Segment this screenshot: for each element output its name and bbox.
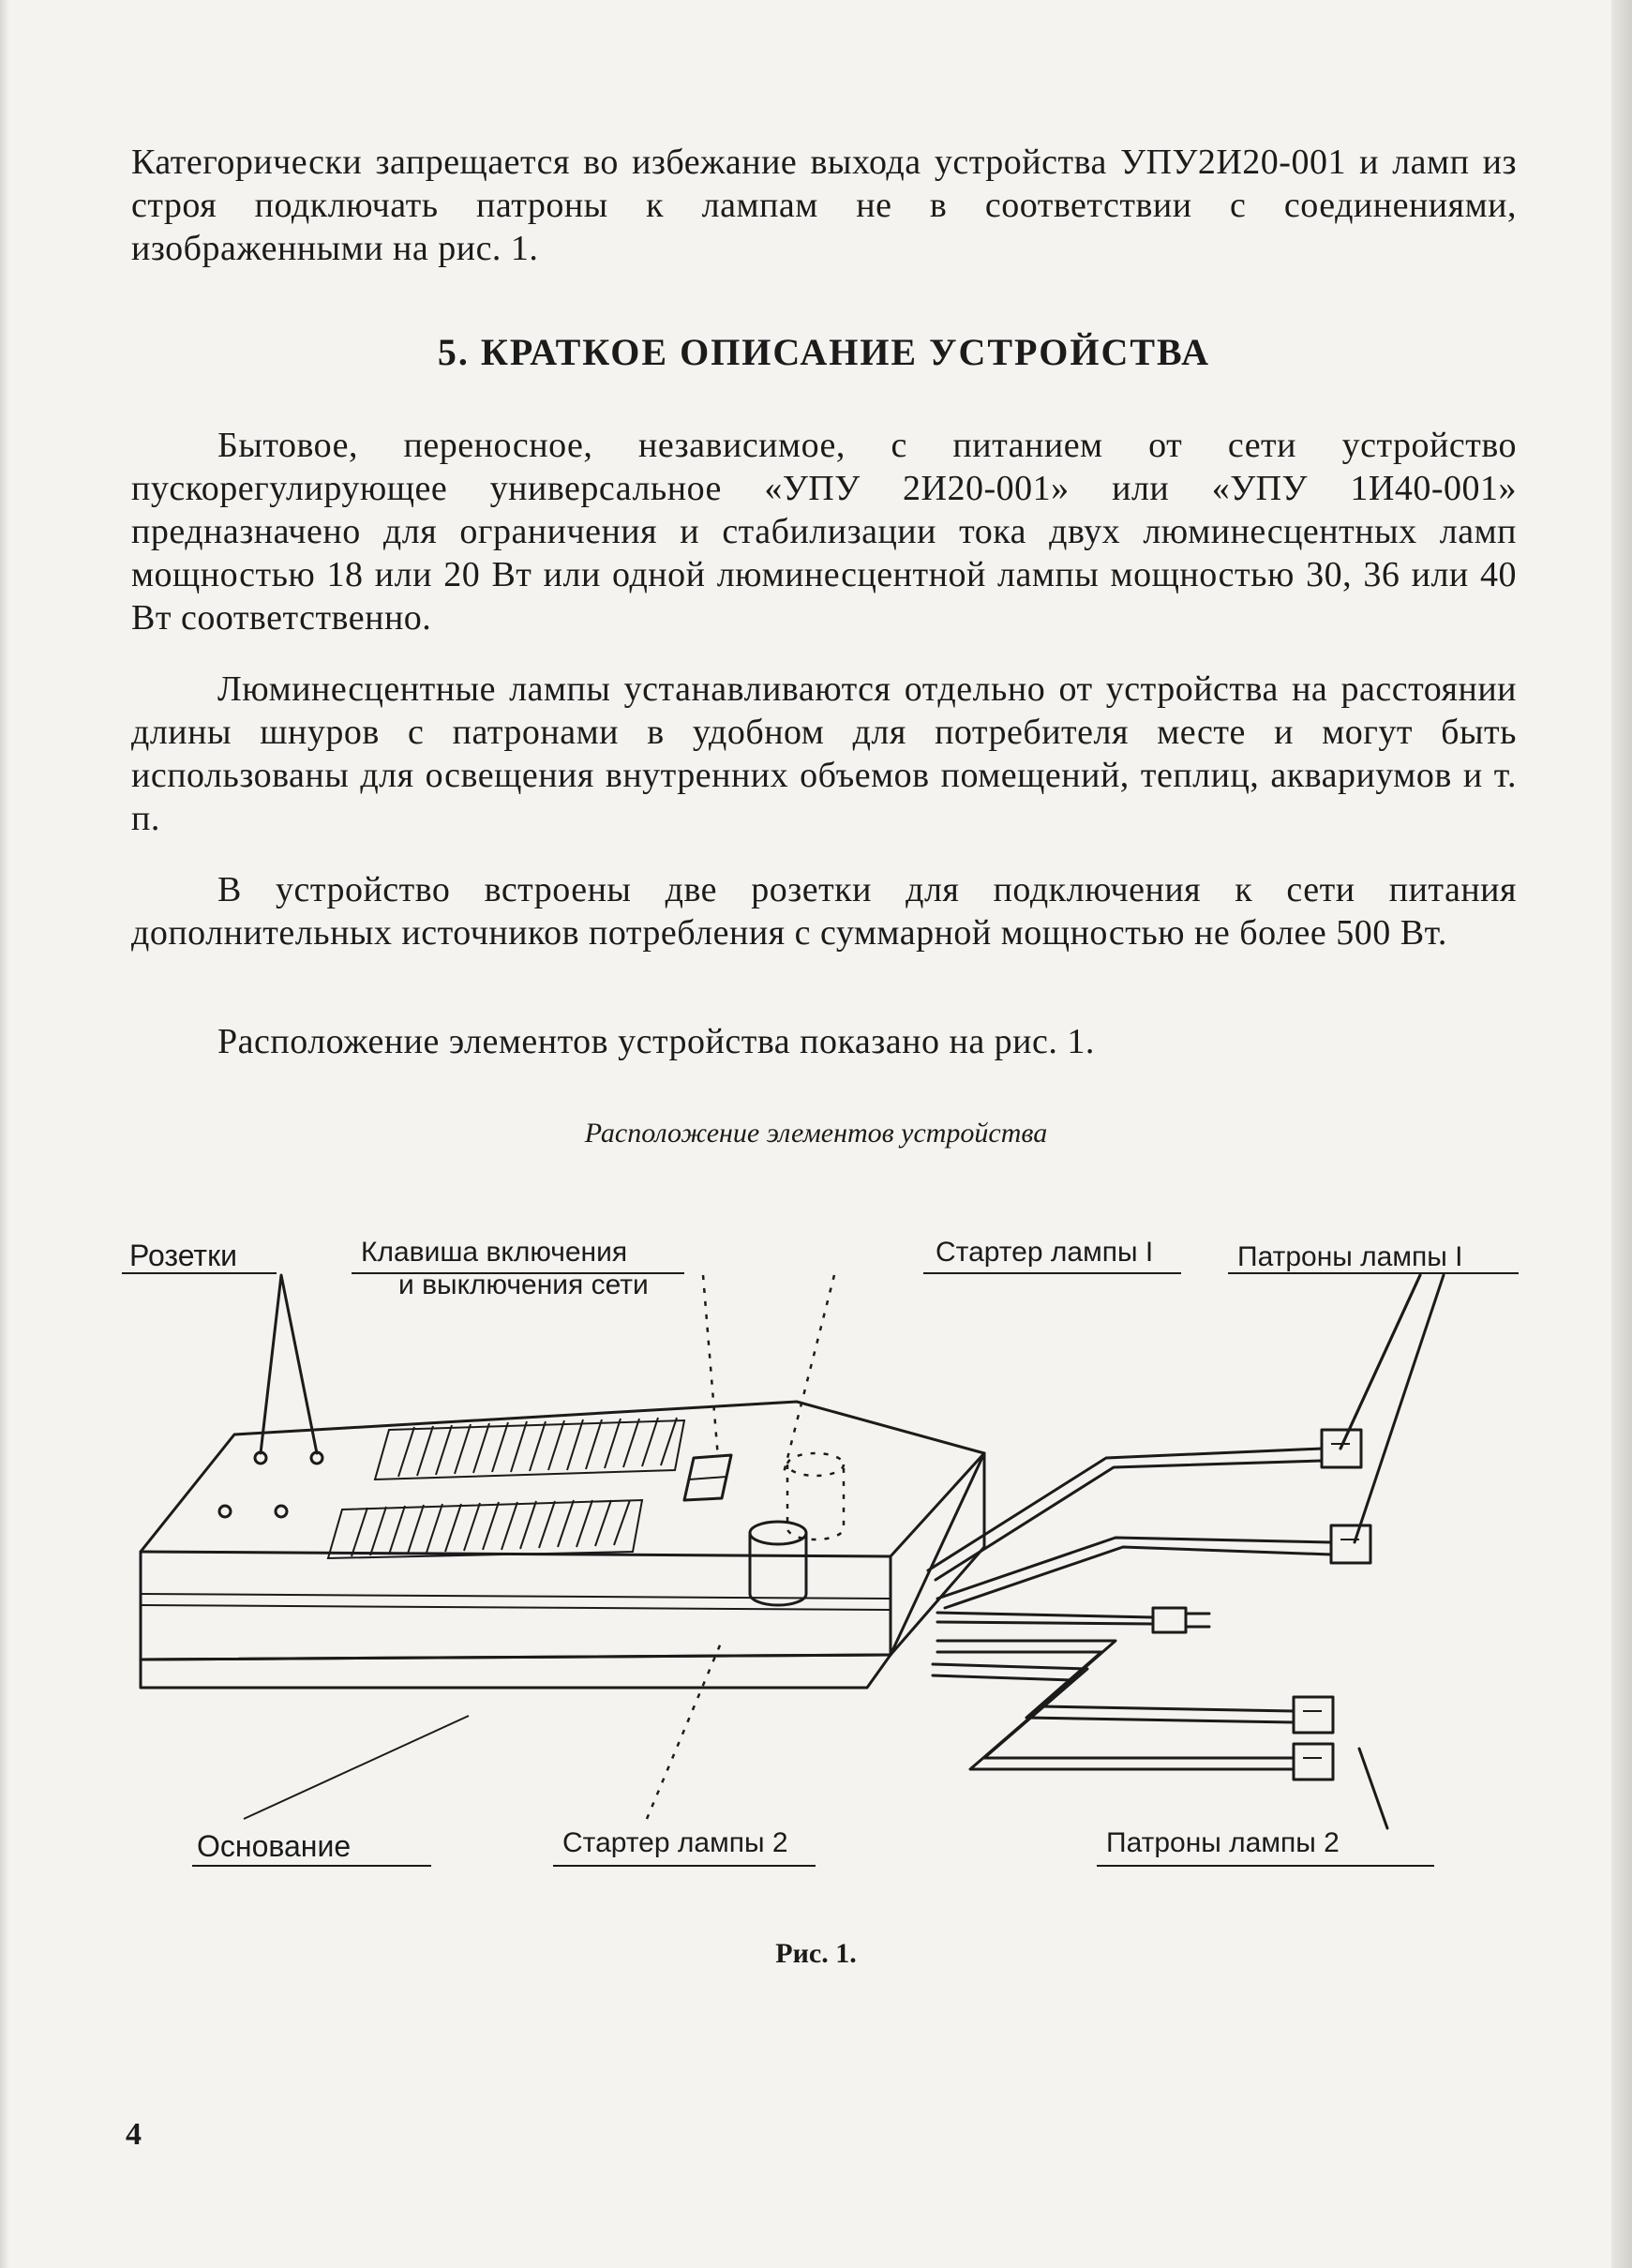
- description-paragraph-2: Люминесцентные лампы устанавливаются отдельно от устройства на расстоянии длины шнуров с патронами в удобном для потребителя месте и могут быть использованы для освещения внутренних объемов помещений, теплиц, аквариумов и т. п.: [131, 669, 1517, 838]
- holder-2b: [1294, 1744, 1333, 1780]
- label-sockets: Розетки: [129, 1239, 237, 1272]
- socket-2-pin-b: [276, 1506, 287, 1517]
- leader-holders-1a: [1340, 1275, 1420, 1449]
- leader-switch: [703, 1275, 718, 1458]
- cord-holder-1a-inner: [936, 1461, 1322, 1580]
- leader-holders-1b: [1355, 1275, 1444, 1542]
- mains-plug: [1153, 1608, 1186, 1632]
- section-heading: 5. КРАТКОЕ ОПИСАНИЕ УСТРОЙСТВА: [437, 331, 1211, 373]
- description-paragraph-1: Бытовое, переносное, независимое, с питанием от сети устройство пускорегулирующее универсальное «УПУ 2И20-001» или «УПУ 1И40-001» предназначено для ограничения и стабилизации тока двух люминесцентных ламп мощностью 18 или 20 Вт или одной люминесцентной лампы мощностью 30, 36 или 40 Вт соответственно.: [131, 426, 1517, 638]
- leader-starter-1: [783, 1275, 834, 1477]
- description-paragraph-3: В устройство встроены две розетки для подключения к сети питания дополнительных источников потребления с суммарной мощностью не более 500 Вт.: [131, 870, 1517, 953]
- label-switch-line2: и выключения сети: [398, 1269, 649, 1300]
- leader-starter-2: [647, 1641, 722, 1819]
- starter-1-top: [787, 1453, 844, 1476]
- cord-holder-2a-inner: [937, 1652, 1294, 1722]
- leader-sockets: [261, 1275, 317, 1453]
- label-holders-2: Патроны лампы 2: [1106, 1827, 1340, 1858]
- power-switch-mark: [689, 1477, 726, 1479]
- mains-cord: [937, 1613, 1153, 1617]
- starter-1-body: [787, 1464, 844, 1540]
- starter-2-top: [750, 1522, 806, 1544]
- holder-1b: [1331, 1525, 1370, 1563]
- label-starter-1: Стартер лампы I: [936, 1237, 1154, 1268]
- label-switch-line1: Клавиша включения: [361, 1237, 628, 1268]
- mains-cord-inner: [937, 1622, 1153, 1624]
- device-diagram-svg: [122, 1219, 1547, 1875]
- description-paragraph-4: Расположение элементов устройства показано на рис. 1.: [217, 1022, 1095, 1061]
- leader-holders-2: [1359, 1749, 1387, 1828]
- figure-number: Рис. 1.: [775, 1938, 857, 1969]
- label-holders-1: Патроны лампы I: [1237, 1241, 1463, 1272]
- vent-slots-bottom: [328, 1500, 642, 1558]
- label-base: Основание: [197, 1829, 352, 1863]
- device-seam-1: [141, 1594, 891, 1599]
- label-starter-2: Стартер лампы 2: [562, 1827, 788, 1858]
- vent-slots-top: [375, 1418, 684, 1479]
- warning-paragraph: Категорически запрещается во избежание выхода устройства УПУ2И20-001 и ламп из строя подключать патроны к лампам не в соответствии с соединениями, изображенными на рис. 1.: [131, 143, 1517, 268]
- leader-base: [244, 1716, 469, 1819]
- socket-2-pin-a: [219, 1506, 231, 1517]
- device-top-edge: [141, 1453, 984, 1556]
- device-diagram: [122, 1219, 1547, 1875]
- page-number: 4: [126, 2117, 142, 2152]
- holder-2a: [1294, 1697, 1333, 1733]
- figure-title: Расположение элементов устройства: [584, 1118, 1048, 1149]
